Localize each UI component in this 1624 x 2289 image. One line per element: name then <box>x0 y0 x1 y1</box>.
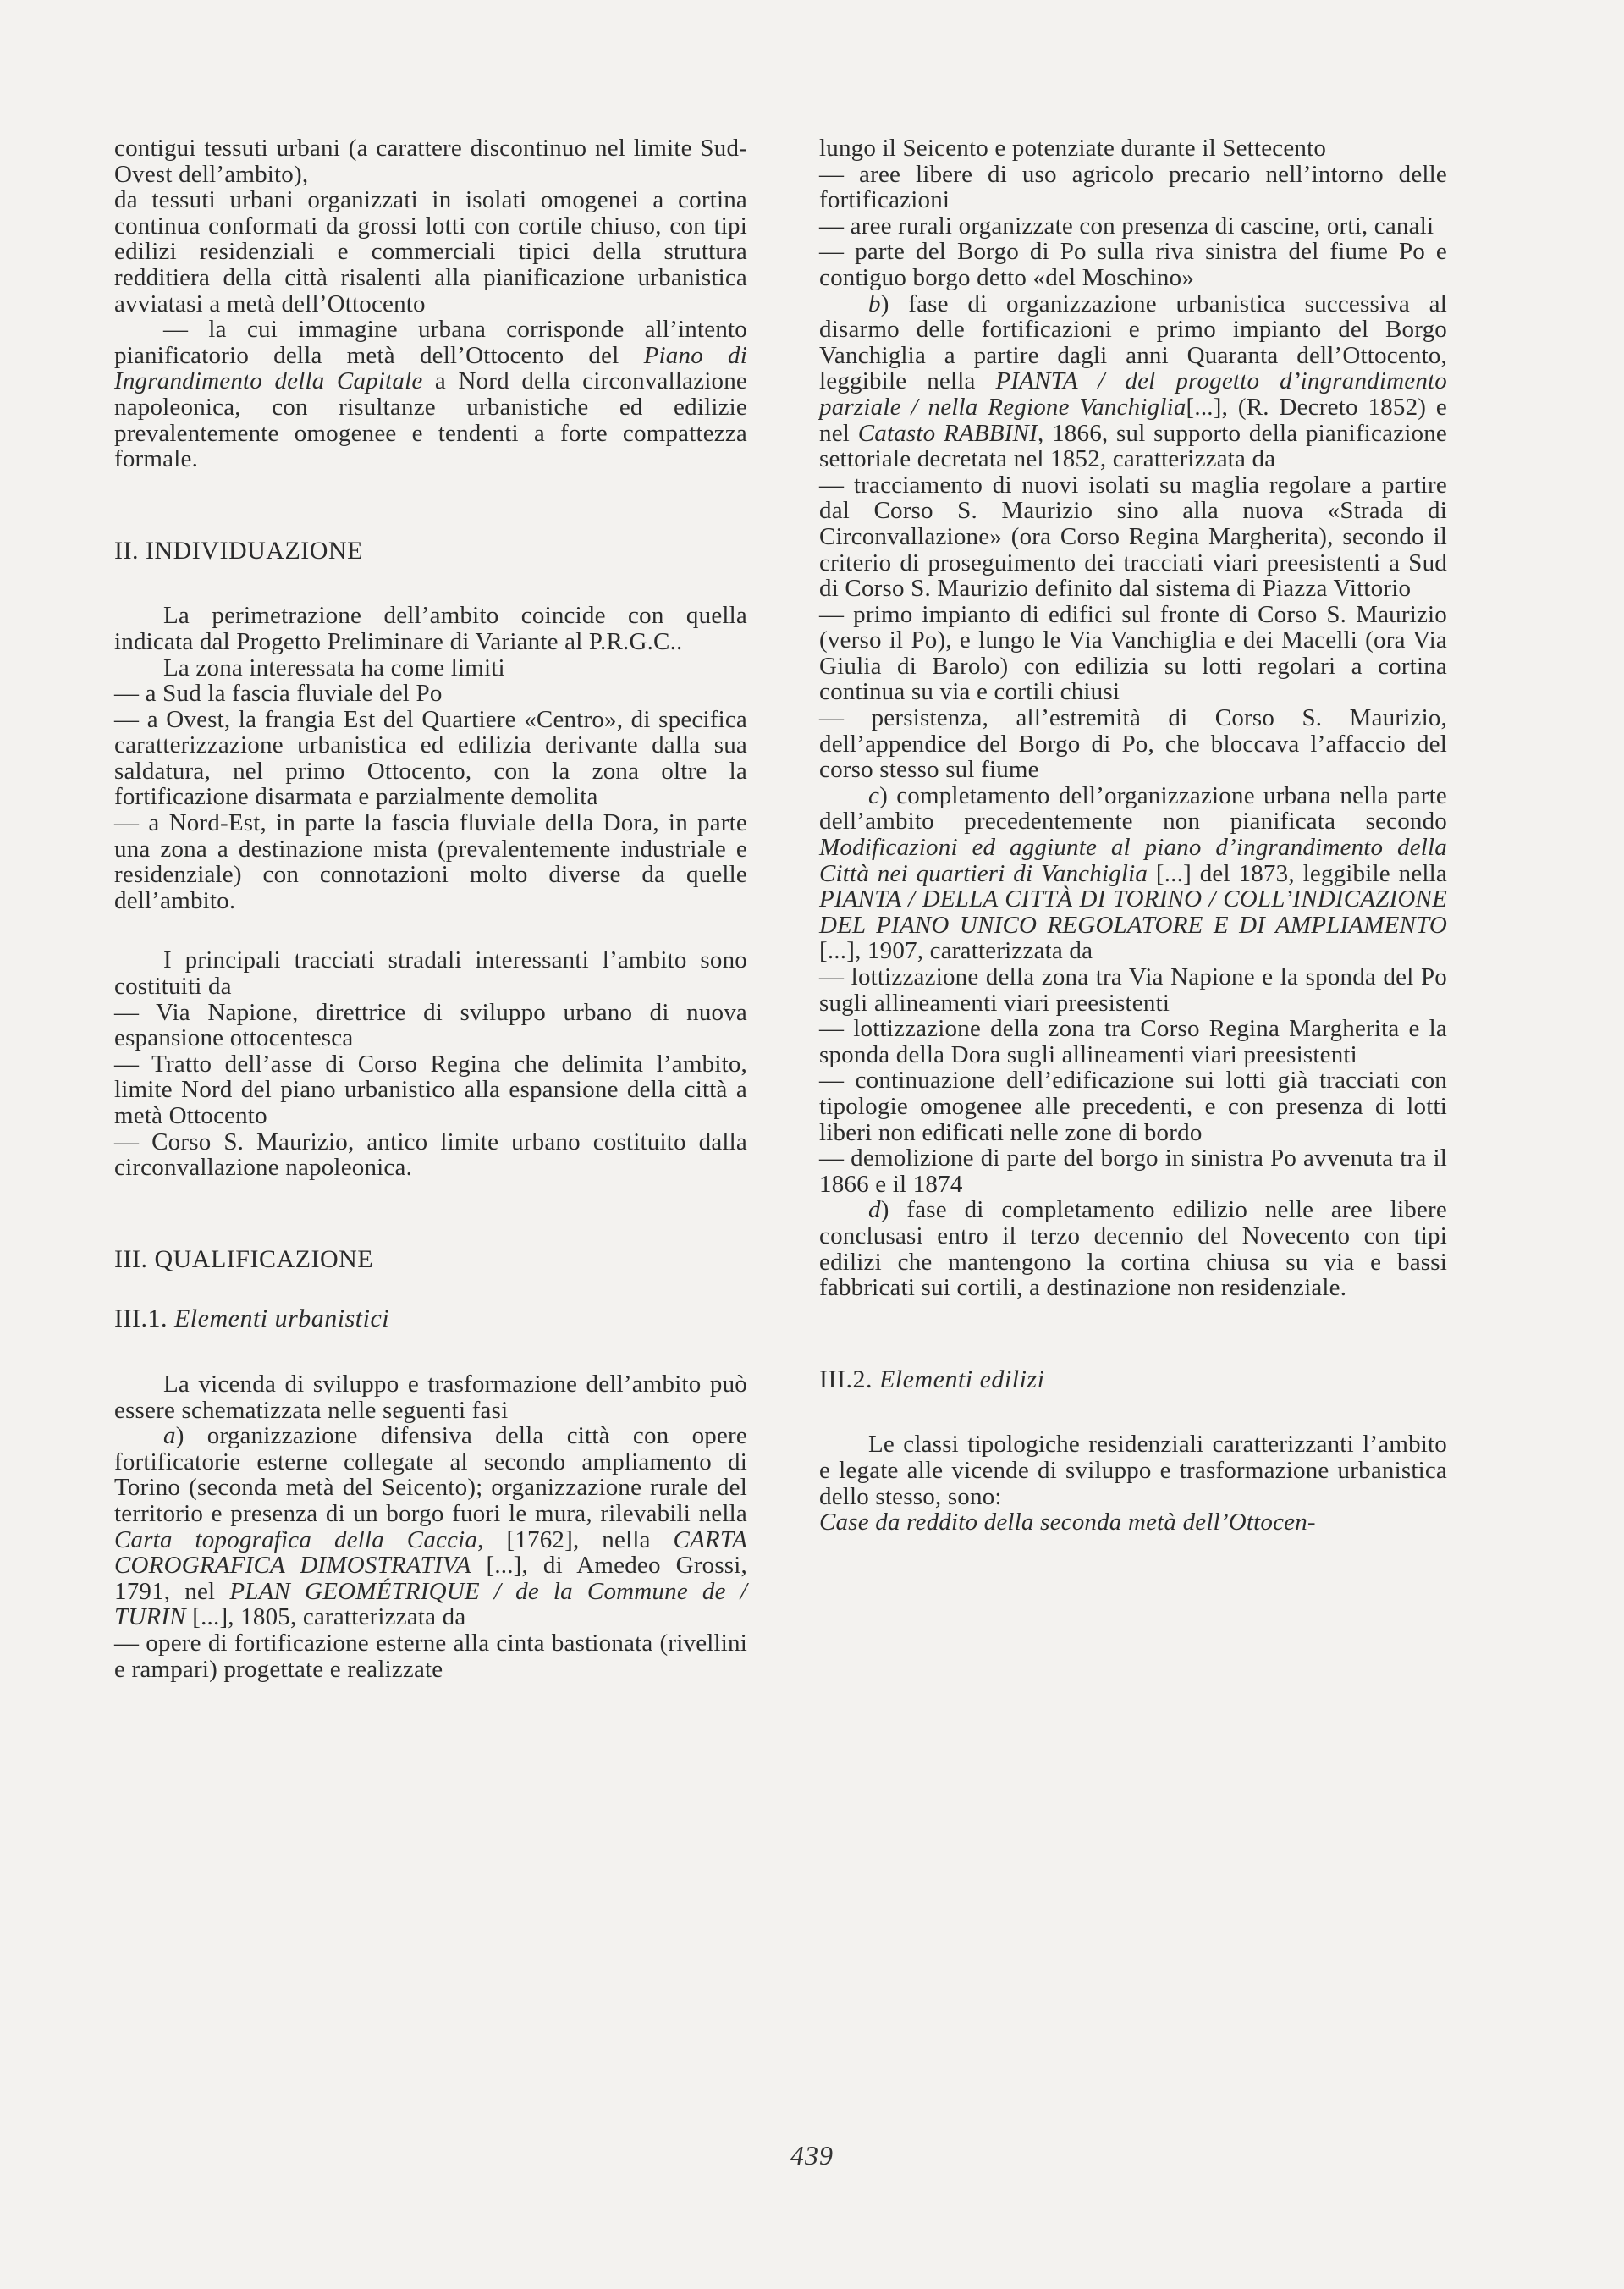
paragraph: — a Nord-Est, in parte la fascia fluviale della Dora, in parte una zona a destinazione mista (prevalentemente industriale e residenziale) con connotazioni molto diverse da quelle dell’ambito. <box>114 809 747 914</box>
paragraph: — aree libere di uso agricolo precario nell’intorno delle fortificazioni <box>819 160 1447 214</box>
paragraph: — lottizzazione della zona tra Corso Regina Margherita e la sponda della Dora sugli allineamenti viari preesistenti <box>819 1015 1447 1068</box>
paragraph: — primo impianto di edifici sul fronte di Corso S. Maurizio (verso il Po), e lungo le Via Vanchiglia e dei Macelli (ora Via Giulia di Barolo) con edilizia su lotti regolari a cortina continua su via e cortili chiusi <box>819 600 1447 706</box>
page-number: 439 <box>790 2140 834 2170</box>
paragraph: Le classi tipologiche residenziali caratterizzanti l’ambito e legate alle vicende di sviluppo e trasformazione urbanistica dello stesso, sono: <box>819 1431 1447 1510</box>
section-heading: III. QUALIFICAZIONE <box>114 1244 374 1273</box>
paragraph: — la cui immagine urbana corrisponde all’intento pianificatorio della metà dell’Ottocento del Piano di Ingrandimento della Capitale a Nord della circonvallazione napoleonica, con risultanze urbanistiche ed edilizie prevalentemente omogenee e tendenti a forte compattezza formale. <box>114 316 748 473</box>
section-heading: III.1. Elementi urbanistici <box>114 1304 390 1333</box>
paragraph: d) fase di completamento edilizio nelle aree libere conclusasi entro il terzo decennio del Novecento con tipi edilizi che mantengono la cortina chiusa su via e bassi fabbricati sui cortili, a destinazione non residenziale. <box>819 1196 1447 1302</box>
paragraph: — tracciamento di nuovi isolati su maglia regolare a partire dal Corso S. Maurizio sino alla nuova «Strada di Circonvallazione» (ora Corso Regina Margherita), secondo il criterio di proseguimento dei tracciati viari preesistenti a Sud di Corso S. Maurizio definito dal sistema di Piazza Vittorio <box>819 471 1447 603</box>
paragraph: — persistenza, all’estremità di Corso S. Maurizio, dell’appendice del Borgo di Po, che bloccava l’affaccio del corso stesso sul fiume <box>819 704 1447 784</box>
paragraph: — aree rurali organizzate con presenza di cascine, orti, canali <box>819 212 1434 240</box>
right-text-column <box>819 135 1447 1536</box>
paragraph: — Via Napione, direttrice di sviluppo urbano di nuova espansione ottocentesca <box>114 998 747 1052</box>
paragraph: da tessuti urbani organizzati in isolati omogenei a cortina continua conformati da grossi lotti con cortile chiuso, con tipi edilizi residenziali e commerciali tipici della struttura redditiera della città risalenti alla pianificazione urbanistica avviatasi a metà dell’Ottocento <box>114 186 747 317</box>
paragraph: — Corso S. Maurizio, antico limite urbano costituito dalla circonvallazione napoleonica. <box>114 1128 747 1182</box>
paragraph: — Tratto dell’asse di Corso Regina che delimita l’ambito, limite Nord del piano urbanistico alla espansione della città a metà Ottocento <box>114 1050 747 1129</box>
paragraph: I principali tracciati stradali interessanti l’ambito sono costituiti da <box>114 946 747 1001</box>
paragraph: — opere di fortificazione esterne alla cinta bastionata (rivellini e rampari) progettate e realizzate <box>114 1629 747 1683</box>
section-heading: II. INDIVIDUAZIONE <box>114 536 363 565</box>
paragraph: lungo il Seicento e potenziate durante il Settecento <box>819 135 1327 162</box>
paragraph: — a Ovest, la frangia Est del Quartiere «Centro», di specifica caratterizzazione urbanistica ed edilizia derivante dalla sua saldatura, nel primo Ottocento, con la zona oltre la fortificazione disarmata e parzialmente demolita <box>114 705 747 811</box>
paragraph: — lottizzazione della zona tra Via Napione e la sponda del Po sugli allineamenti viari preesistenti <box>819 963 1447 1017</box>
left-text-column <box>114 135 747 1682</box>
paragraph: La zona interessata ha come limiti <box>163 654 505 681</box>
paragraph: b) fase di organizzazione urbanistica successiva al disarmo delle fortificazioni e primo impianto del Borgo Vanchiglia a partire dagli anni Quaranta dell’Ottocento, leggibile nella PIANTA / del progetto d’ingrandimento parziale / nella Regione Vanchiglia[...], (R. Decreto 1852) e nel Catasto RABBINI, 1866, sul supporto della pianificazione settoriale decretata nel 1852, caratterizzata da <box>819 290 1448 473</box>
section-heading: III.2. Elementi edilizi <box>819 1365 1045 1393</box>
paragraph: a) organizzazione difensiva della città con opere fortificatorie esterne collegate al secondo ampliamento di Torino (seconda metà del Seicento); organizzazione rurale del territorio e presenza di un borgo fuori le mura, rilevabili nella Carta topografica della Caccia, [1762], nella CARTA COROGRAFICA DIMOSTRATIVA [...], di Amedeo Grossi, 1791, nel PLAN GEOMÉTRIQUE / de la Commune de / TURIN [...], 1805, caratterizzata da <box>114 1422 747 1631</box>
paragraph: contigui tessuti urbani (a carattere discontinuo nel limite Sud-Ovest dell’ambito), <box>114 135 747 188</box>
paragraph: — parte del Borgo di Po sulla riva sinistra del fiume Po e contiguo borgo detto «del Moschino» <box>819 238 1447 291</box>
paragraph: Case da reddito della seconda metà dell’Ottocen- <box>819 1509 1316 1536</box>
paragraph: — a Sud la fascia fluviale del Po <box>114 680 443 708</box>
paragraph: c) completamento dell’organizzazione urbana nella parte dell’ambito precedentemente non pianificata secondo Modificazioni ed aggiunte al piano d’ingrandimento della Città nei quartieri di Vanchiglia [...] del 1873, leggibile nella PIANTA / DELLA CITTÀ DI TORINO / COLL’INDICAZIONE DEL PIANO UNICO REGOLATORE E DI AMPLIAMENTO [...], 1907, caratterizzata da <box>819 781 1447 965</box>
paragraph: La vicenda di sviluppo e trasformazione dell’ambito può essere schematizzata nelle seguenti fasi <box>114 1370 747 1424</box>
paragraph: — continuazione dell’edificazione sui lotti già tracciati con tipologie omogenee alle precedenti, e con presenza di lotti liberi non edificati nelle zone di bordo <box>819 1067 1447 1146</box>
paragraph: La perimetrazione dell’ambito coincide con quella indicata dal Progetto Preliminare di Variante al P.R.G.C.. <box>114 602 747 655</box>
paragraph: — demolizione di parte del borgo in sinistra Po avvenuta tra il 1866 e il 1874 <box>819 1144 1447 1198</box>
